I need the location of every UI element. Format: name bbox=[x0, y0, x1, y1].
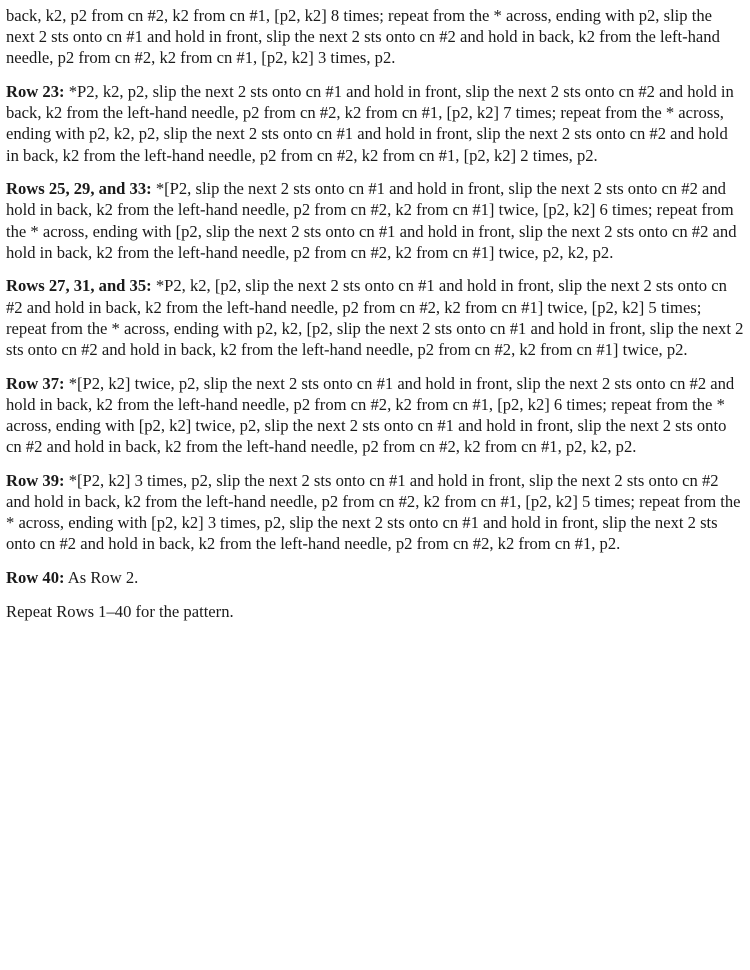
row-label: Rows 25, 29, and 33: bbox=[6, 179, 152, 199]
rows-25-29-33-paragraph bbox=[6, 178, 744, 263]
row-39-paragraph bbox=[6, 470, 744, 555]
row-label: Row 23: bbox=[6, 82, 65, 101]
row-23-paragraph bbox=[6, 81, 744, 166]
row-37-paragraph bbox=[6, 373, 744, 458]
row-instructions: *[P2, slip the next 2 sts onto cn #1 and hold in front, slip the next 2 sts onto cn #2 and hold in back, k2 from the left-hand needle, p2 from cn #2, k2 from cn #1] twice, [p2, k2] 6 times; repeat from the * across, ending with [p2, slip the next 2 sts onto cn #1 and hold in front, slip the next 2 sts onto cn #2 and hold in back, k2 from the left-hand needle, p2 from cn #2, k2 from cn #1] twice, p2, k2, p2. bbox=[6, 179, 737, 262]
row-label: Row 39: bbox=[6, 470, 65, 490]
row-instructions: *P2, k2, p2, slip the next 2 sts onto cn #1 and hold in front, slip the next 2 sts onto cn #2 and hold in back, k2 from the left-hand needle, p2 from cn #2, k2 from cn #1, [p2, k2] 7 times; repeat from the * across, ending with p2, k2, p2, slip the next 2 sts onto cn #1 and hold in front, slip the next 2 sts onto cn #2 and hold in back, k2 from the left-hand needle, p2 from cn #2, k2 from cn #1, [p2, k2] 2 times, p2. bbox=[6, 82, 734, 165]
pattern-page bbox=[6, 5, 744, 634]
continuation-paragraph: back, k2, p2 from cn #2, k2 from cn #1, [p2, k2] 8 times; repeat from the * across, ending with p2, slip the next 2 sts onto cn #1 and hold in front, slip the next 2 sts onto cn #2 and hold in back, k2 from the left-hand needle, p2 from cn #2, k2 from cn #1, [p2, k2] 3 times, p2. bbox=[6, 6, 720, 68]
row-instructions: As Row 2. bbox=[64, 568, 139, 588]
row-40-paragraph bbox=[6, 567, 744, 588]
row-instructions: *[P2, k2] twice, p2, slip the next 2 sts onto cn #1 and hold in front, slip the next 2 sts onto cn #2 and hold in back, k2 from the left-hand needle, p2 from cn #2, k2 from cn #1, [p2, k2] 6 times; repeat from the * across, ending with [p2, k2] twice, p2, slip the next 2 sts onto cn #1 and hold in front, slip the next 2 sts onto cn #2 and hold in back, k2 from the left-hand needle, p2 from cn #2, k2 from cn #1, p2, k2, p2. bbox=[6, 373, 735, 457]
row-label: Row 40: bbox=[6, 568, 65, 588]
row-instructions: *P2, k2, [p2, slip the next 2 sts onto cn #1 and hold in front, slip the next 2 sts onto cn #2 and hold in back, k2 from the left-hand needle, p2 from cn #2, k2 from cn #1] twice, [p2, k2] 5 times; repeat from the * across, ending with p2, k2, [p2, slip the next 2 sts onto cn #1 and hold in front, slip the next 2 sts onto cn #2 and hold in back, k2 from the left-hand needle, p2 from cn #2, k2 from cn #1] twice, p2. bbox=[6, 276, 744, 360]
row-instructions: *[P2, k2] 3 times, p2, slip the next 2 sts onto cn #1 and hold in front, slip the next 2 sts onto cn #2 and hold in back, k2 from the left-hand needle, p2 from cn #2, k2 from cn #1, [p2, k2] 5 times; repeat from the * across, ending with [p2, k2] 3 times, p2, slip the next 2 sts onto cn #1 and hold in front, slip the next 2 sts onto cn #2 and hold in back, k2 from the left-hand needle, p2 from cn #2, k2 from cn #1, p2. bbox=[6, 470, 741, 554]
closing-paragraph: Repeat Rows 1–40 for the pattern. bbox=[6, 601, 234, 621]
row-label: Rows 27, 31, and 35: bbox=[6, 276, 152, 296]
rows-27-31-35-paragraph bbox=[6, 275, 744, 360]
row-label: Row 37: bbox=[6, 373, 65, 393]
